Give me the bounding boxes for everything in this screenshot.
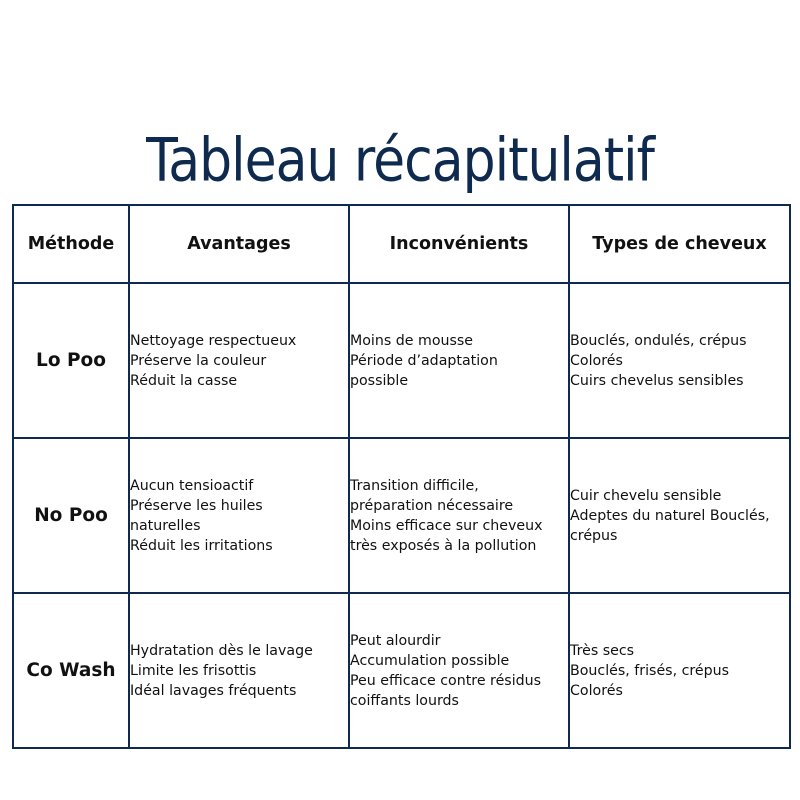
- cell-line: Réduit la casse: [130, 372, 238, 389]
- cell-line: Accumulation possible: [350, 652, 510, 669]
- header-advantages: Avantages: [129, 205, 349, 283]
- cell-line: Adeptes du naturel Bouclés,: [570, 507, 770, 524]
- cell-line: préparation nécessaire: [350, 497, 514, 514]
- cell-line: Préserve les huiles: [130, 497, 263, 514]
- cell-line: possible: [350, 372, 409, 389]
- cell-line: Moins de mousse: [350, 332, 474, 349]
- header-method: Méthode: [13, 205, 129, 283]
- advantages-cell: [129, 593, 349, 748]
- cell-line: Aucun tensioactif: [130, 477, 254, 494]
- header-drawbacks: Inconvénients: [349, 205, 569, 283]
- cell-line: très exposés à la pollution: [350, 537, 537, 554]
- hair-types-cell: [569, 593, 790, 748]
- cell-line: Préserve la couleur: [130, 352, 267, 369]
- drawbacks-cell: [349, 283, 569, 438]
- cell-line: Très secs: [570, 642, 635, 659]
- cell-line: Peut alourdir: [350, 632, 441, 649]
- method-cell: Lo Poo: [13, 283, 129, 438]
- cell-line: Cuir chevelu sensible: [570, 487, 722, 504]
- method-cell: Co Wash: [13, 593, 129, 748]
- table-row-no-poo: [13, 438, 790, 593]
- advantages-cell: [129, 438, 349, 593]
- hair-types-cell: [569, 283, 790, 438]
- cell-line: crépus: [570, 527, 618, 544]
- cell-line: Limite les frisottis: [130, 662, 257, 679]
- header-row: [13, 205, 790, 283]
- cell-line: coiffants lourds: [350, 692, 459, 709]
- cell-line: Moins efficace sur cheveux: [350, 517, 543, 534]
- drawbacks-cell: [349, 593, 569, 748]
- table-row-lo-poo: [13, 283, 790, 438]
- drawbacks-cell: [349, 438, 569, 593]
- hair-types-cell: [569, 438, 790, 593]
- advantages-cell: [129, 283, 349, 438]
- cell-line: Colorés: [570, 352, 623, 369]
- cell-line: naturelles: [130, 517, 201, 534]
- method-cell: No Poo: [13, 438, 129, 593]
- cell-line: Colorés: [570, 682, 623, 699]
- summary-table: [12, 204, 791, 749]
- cell-line: Transition difficile,: [350, 477, 479, 494]
- cell-line: Nettoyage respectueux: [130, 332, 297, 349]
- page-title: Tableau récapitulatif: [146, 126, 654, 196]
- cell-line: Réduit les irritations: [130, 537, 273, 554]
- cell-line: Peu efficace contre résidus: [350, 672, 542, 689]
- cell-line: Idéal lavages fréquents: [130, 682, 297, 699]
- cell-line: Cuirs chevelus sensibles: [570, 372, 744, 389]
- cell-line: Période d’adaptation: [350, 352, 498, 369]
- cell-line: Bouclés, frisés, crépus: [570, 662, 730, 679]
- cell-line: Bouclés, ondulés, crépus: [570, 332, 747, 349]
- header-hair-types: Types de cheveux: [569, 205, 790, 283]
- cell-line: Hydratation dès le lavage: [130, 642, 313, 659]
- table-row-co-wash: [13, 593, 790, 748]
